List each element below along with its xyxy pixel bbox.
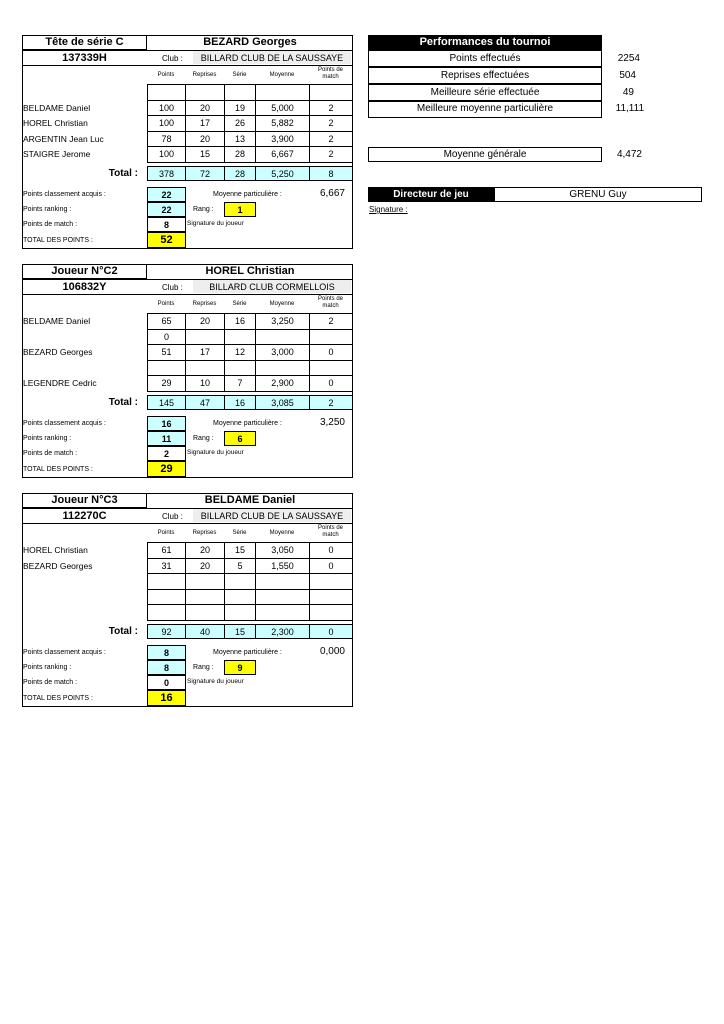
score-cell-r xyxy=(185,573,225,590)
total-cell-pm: 8 xyxy=(309,166,353,181)
id-divider xyxy=(22,294,353,295)
player-role: Joueur N°C2 xyxy=(51,265,118,277)
opponent-name: LEGENDRE Cedric xyxy=(23,378,97,388)
tournament-row-value: 504 xyxy=(619,70,636,81)
score-cell-r xyxy=(185,360,225,377)
club-label: Club : xyxy=(162,512,183,521)
score-cell-m: 2,900 xyxy=(255,375,310,392)
points-classement-label: Points classement acquis : xyxy=(23,191,106,198)
column-header-serie: Série xyxy=(232,301,247,307)
total-points-value: 16 xyxy=(147,690,186,706)
score-cell-pm xyxy=(309,84,353,101)
points-match-label: Points de match : xyxy=(23,679,78,686)
score-cell-m xyxy=(255,84,310,101)
column-header-reprises: Reprises xyxy=(192,301,217,307)
score-cell-r xyxy=(185,589,225,606)
player-id: 112270C xyxy=(62,510,107,522)
score-cell-s: 28 xyxy=(224,146,256,163)
score-cell-pm: 2 xyxy=(309,131,353,148)
score-cell-m: 3,900 xyxy=(255,131,310,148)
total-cell-m: 5,250 xyxy=(255,166,310,181)
score-cell-pm: 0 xyxy=(309,558,353,575)
tournament-row-label: Meilleure moyenne particulière xyxy=(416,103,554,114)
score-cell-s: 7 xyxy=(224,375,256,392)
points-match-value: 0 xyxy=(147,675,186,690)
points-match-label: Points de match : xyxy=(23,221,78,228)
total-cell-m: 3,085 xyxy=(255,395,310,410)
score-cell-s xyxy=(224,573,256,590)
column-header-moyenne: Moyenne xyxy=(269,301,295,307)
points-match-label: Points de match : xyxy=(23,450,78,457)
score-cell-p xyxy=(147,604,186,621)
column-header-reprises: Reprises xyxy=(192,72,217,78)
total-points-value: 52 xyxy=(147,232,186,248)
score-cell-pm xyxy=(309,360,353,377)
total-points-value: 29 xyxy=(147,461,186,477)
score-cell-p xyxy=(147,84,186,101)
points-match-value: 8 xyxy=(147,217,186,232)
score-cell-p: 78 xyxy=(147,131,186,148)
total-label: Total : xyxy=(108,168,138,179)
score-cell-m xyxy=(255,604,310,621)
score-cell-s xyxy=(224,84,256,101)
player-name: BELDAME Daniel xyxy=(204,494,296,506)
opponent-name: BELDAME Daniel xyxy=(23,102,91,113)
opponent-name: HOREL Christian xyxy=(23,545,88,555)
total-points-label: TOTAL DES POINTS : xyxy=(23,695,93,702)
opponent-name: BEZARD Georges xyxy=(23,560,93,571)
score-cell-m: 3,250 xyxy=(255,313,310,330)
column-header-moyenne: Moyenne xyxy=(269,72,295,78)
points-ranking-value: 11 xyxy=(147,431,186,446)
club-label: Club : xyxy=(162,54,183,63)
score-cell-r: 20 xyxy=(185,313,225,330)
club-name: BILLARD CLUB CORMELLOIS xyxy=(209,282,335,292)
tournament-row-value: 49 xyxy=(622,87,634,98)
directeur-label: Directeur de jeu xyxy=(393,189,469,200)
score-cell-s: 16 xyxy=(224,313,256,330)
points-classement-value: 16 xyxy=(147,416,186,431)
score-cell-r: 20 xyxy=(185,100,225,117)
total-cell-r: 47 xyxy=(185,395,225,410)
score-cell-pm: 2 xyxy=(309,313,353,330)
opponent-name: BEZARD Georges xyxy=(23,347,93,357)
score-cell-m: 1,550 xyxy=(255,558,310,575)
player-role: Joueur N°C3 xyxy=(51,494,118,506)
moyenne-generale-value: 4,472 xyxy=(616,149,642,160)
score-cell-m: 5,882 xyxy=(255,115,310,132)
tournament-row-value: 2254 xyxy=(617,53,640,64)
score-cell-r xyxy=(185,84,225,101)
moyenne-generale-label: Moyenne générale xyxy=(443,149,527,160)
score-cell-p: 29 xyxy=(147,375,186,392)
total-cell-pm: 2 xyxy=(309,395,353,410)
club-name: BILLARD CLUB DE LA SAUSSAYE xyxy=(200,53,344,63)
score-cell-r: 15 xyxy=(185,146,225,163)
score-cell-m xyxy=(255,329,310,346)
signature-label: Signature : xyxy=(369,205,408,214)
score-cell-s: 26 xyxy=(224,115,256,132)
score-cell-s: 5 xyxy=(224,558,256,575)
score-cell-m: 6,667 xyxy=(255,146,310,163)
score-cell-pm: 0 xyxy=(309,542,353,559)
directeur-name: GRENU Guy xyxy=(569,189,627,200)
score-cell-s: 13 xyxy=(224,131,256,148)
score-cell-pm xyxy=(309,329,353,346)
tournament-title: Performances du tournoi xyxy=(419,36,551,48)
points-ranking-label: Points ranking : xyxy=(23,664,72,671)
total-cell-m: 2,300 xyxy=(255,624,310,639)
score-cell-p: 31 xyxy=(147,558,186,575)
score-cell-r xyxy=(185,604,225,621)
column-header-points: Points xyxy=(157,301,175,307)
player-id: 137339H xyxy=(62,52,107,64)
moyenne-particuliere-label: Moyenne particulière : xyxy=(213,420,282,427)
moyenne-particuliere-value: 6,667 xyxy=(319,188,345,199)
score-cell-p: 0 xyxy=(147,329,186,346)
total-cell-s: 28 xyxy=(224,166,256,181)
score-cell-m xyxy=(255,589,310,606)
total-label: Total : xyxy=(108,397,138,408)
score-cell-m: 3,000 xyxy=(255,344,310,361)
rang-value: 1 xyxy=(224,202,256,217)
player-name: HOREL Christian xyxy=(205,265,295,277)
rang-label: Rang : xyxy=(193,664,214,671)
column-header-points: Points xyxy=(157,72,175,78)
points-classement-value: 8 xyxy=(147,645,186,660)
score-cell-pm xyxy=(309,604,353,621)
score-cell-p: 100 xyxy=(147,100,186,117)
id-divider xyxy=(22,65,353,66)
score-cell-p: 65 xyxy=(147,313,186,330)
column-header-points_match: Points de match xyxy=(317,67,344,80)
rang-value: 9 xyxy=(224,660,256,675)
score-cell-p xyxy=(147,360,186,377)
score-cell-s: 19 xyxy=(224,100,256,117)
club-name: BILLARD CLUB DE LA SAUSSAYE xyxy=(200,511,344,521)
score-cell-pm xyxy=(309,589,353,606)
opponent-name: HOREL Christian xyxy=(23,118,88,128)
total-cell-s: 15 xyxy=(224,624,256,639)
column-header-serie: Série xyxy=(232,530,247,536)
score-cell-m xyxy=(255,573,310,590)
score-cell-p: 100 xyxy=(147,146,186,163)
signature-joueur-label: Signature du joueur xyxy=(187,678,244,685)
id-divider xyxy=(22,523,353,524)
moyenne-particuliere-label: Moyenne particulière : xyxy=(213,191,282,198)
score-cell-s xyxy=(224,360,256,377)
score-cell-s: 15 xyxy=(224,542,256,559)
tournament-row-value: 11,111 xyxy=(615,103,644,114)
score-cell-s xyxy=(224,329,256,346)
column-header-points_match: Points de match xyxy=(317,525,344,538)
moyenne-particuliere-label: Moyenne particulière : xyxy=(213,649,282,656)
score-cell-r: 20 xyxy=(185,131,225,148)
tournament-row-label: Points effectués xyxy=(449,53,521,64)
score-cell-p xyxy=(147,573,186,590)
column-header-points: Points xyxy=(157,530,175,536)
score-cell-m xyxy=(255,360,310,377)
score-cell-r: 17 xyxy=(185,115,225,132)
total-cell-s: 16 xyxy=(224,395,256,410)
points-classement-label: Points classement acquis : xyxy=(23,649,106,656)
rang-label: Rang : xyxy=(193,435,214,442)
player-name: BEZARD Georges xyxy=(203,36,297,48)
points-ranking-label: Points ranking : xyxy=(23,435,72,442)
column-header-reprises: Reprises xyxy=(192,530,217,536)
score-cell-r: 20 xyxy=(185,542,225,559)
column-header-points_match: Points de match xyxy=(317,296,344,309)
player-id: 106832Y xyxy=(62,281,107,293)
score-cell-p: 61 xyxy=(147,542,186,559)
score-cell-r: 20 xyxy=(185,558,225,575)
score-cell-p xyxy=(147,589,186,606)
rang-value: 6 xyxy=(224,431,256,446)
total-cell-p: 145 xyxy=(147,395,186,410)
signature-joueur-label: Signature du joueur xyxy=(187,449,244,456)
total-cell-pm: 0 xyxy=(309,624,353,639)
column-header-moyenne: Moyenne xyxy=(269,530,295,536)
total-cell-p: 92 xyxy=(147,624,186,639)
points-ranking-value: 8 xyxy=(147,660,186,675)
score-cell-pm: 2 xyxy=(309,115,353,132)
opponent-name: STAIGRE Jerome xyxy=(23,149,91,159)
total-points-label: TOTAL DES POINTS : xyxy=(23,237,93,244)
tournament-row-label: Meilleure série effectuée xyxy=(430,87,540,98)
points-classement-value: 22 xyxy=(147,187,186,202)
total-cell-p: 378 xyxy=(147,166,186,181)
opponent-name: BELDAME Daniel xyxy=(23,316,91,326)
score-cell-r: 10 xyxy=(185,375,225,392)
score-cell-r: 17 xyxy=(185,344,225,361)
total-label: Total : xyxy=(108,626,138,637)
score-cell-pm: 0 xyxy=(309,344,353,361)
score-cell-s xyxy=(224,604,256,621)
total-cell-r: 72 xyxy=(185,166,225,181)
score-cell-m: 5,000 xyxy=(255,100,310,117)
score-cell-p: 51 xyxy=(147,344,186,361)
score-cell-pm: 2 xyxy=(309,146,353,163)
club-label: Club : xyxy=(162,283,183,292)
points-match-value: 2 xyxy=(147,446,186,461)
points-ranking-value: 22 xyxy=(147,202,186,217)
tournament-row-label: Reprises effectuées xyxy=(440,70,530,81)
score-cell-m: 3,050 xyxy=(255,542,310,559)
score-cell-pm: 0 xyxy=(309,375,353,392)
opponent-name: ARGENTIN Jean Luc xyxy=(23,133,104,144)
score-cell-pm: 2 xyxy=(309,100,353,117)
score-cell-p: 100 xyxy=(147,115,186,132)
points-ranking-label: Points ranking : xyxy=(23,206,72,213)
score-cell-r xyxy=(185,329,225,346)
moyenne-particuliere-value: 3,250 xyxy=(319,417,345,428)
score-cell-s: 12 xyxy=(224,344,256,361)
points-classement-label: Points classement acquis : xyxy=(23,420,106,427)
score-cell-pm xyxy=(309,573,353,590)
rang-label: Rang : xyxy=(193,206,214,213)
moyenne-particuliere-value: 0,000 xyxy=(319,646,345,657)
score-cell-s xyxy=(224,589,256,606)
total-points-label: TOTAL DES POINTS : xyxy=(23,466,93,473)
total-cell-r: 40 xyxy=(185,624,225,639)
signature-joueur-label: Signature du joueur xyxy=(187,220,244,227)
column-header-serie: Série xyxy=(232,72,247,78)
player-role: Tête de série C xyxy=(45,36,124,48)
